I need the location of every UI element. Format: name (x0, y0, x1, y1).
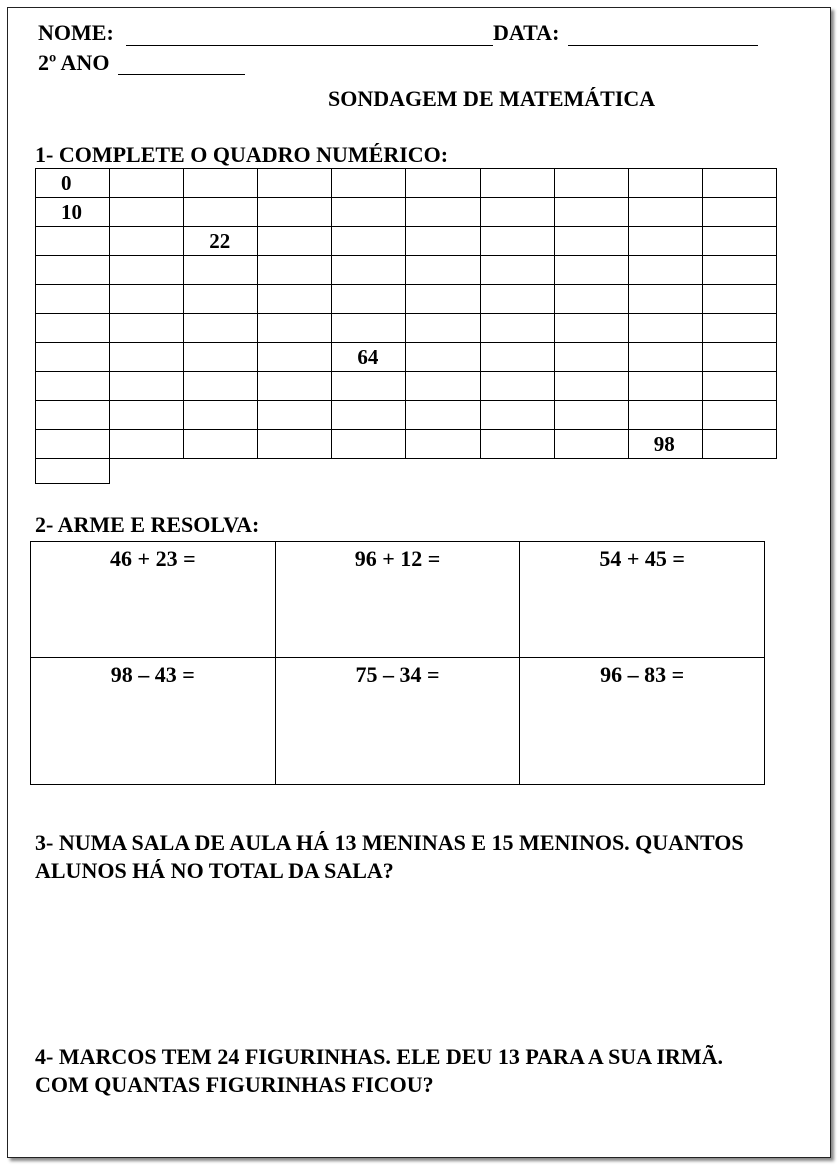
grid-cell[interactable] (554, 285, 628, 314)
grid-cell[interactable] (702, 314, 776, 343)
grid-cell[interactable] (110, 372, 184, 401)
name-label: NOME: (38, 20, 114, 45)
grid-cell[interactable] (406, 343, 480, 372)
date-field[interactable] (568, 45, 758, 46)
grid-cell[interactable] (628, 314, 702, 343)
grid-cell[interactable] (554, 198, 628, 227)
operation-expression: 54 + 45 = (599, 546, 685, 571)
grid-cell[interactable] (36, 314, 110, 343)
operation-expression: 98 – 43 = (110, 662, 195, 687)
grid-cell[interactable] (628, 227, 702, 256)
grid-cell[interactable] (628, 430, 702, 459)
grid-cell[interactable] (406, 169, 480, 198)
grid-cell[interactable] (332, 198, 406, 227)
operation-expression: 96 – 83 = (600, 662, 685, 687)
grid-cell[interactable] (554, 314, 628, 343)
q4-line1: 4- MARCOS TEM 24 FIGURINHAS. ELE DEU 13 PARA A SUA IRMÃ. (35, 1044, 723, 1069)
grid-cell[interactable] (554, 430, 628, 459)
grid-cell[interactable] (332, 314, 406, 343)
grid-cell[interactable] (110, 198, 184, 227)
grid-cell[interactable] (110, 401, 184, 430)
grade-field[interactable] (118, 74, 245, 75)
grid-cell-value: 0 (61, 171, 72, 195)
grid-cell[interactable] (110, 285, 184, 314)
grid-cell[interactable] (332, 227, 406, 256)
grid-cell[interactable] (406, 198, 480, 227)
grid-cell[interactable] (480, 430, 554, 459)
grid-cell[interactable] (702, 256, 776, 285)
grid-cell[interactable] (702, 169, 776, 198)
operations-row (31, 658, 765, 785)
grid-cell[interactable] (702, 372, 776, 401)
grid-cell[interactable] (406, 401, 480, 430)
grid-row (36, 169, 777, 198)
grid-row (36, 343, 777, 372)
grid-cell[interactable] (480, 256, 554, 285)
grid-cell[interactable] (110, 169, 184, 198)
operation-cell[interactable] (31, 658, 276, 785)
grid-cell[interactable] (110, 256, 184, 285)
grid-cell[interactable] (554, 343, 628, 372)
grid-cell[interactable] (184, 198, 258, 227)
grid-row (36, 285, 777, 314)
grid-cell[interactable] (406, 227, 480, 256)
grid-cell[interactable] (702, 430, 776, 459)
grid-cell[interactable] (480, 314, 554, 343)
page-title: SONDAGEM DE MATEMÁTICA (328, 86, 656, 111)
grid-cell[interactable] (628, 372, 702, 401)
grid-cell[interactable] (258, 285, 332, 314)
operation-cell[interactable] (31, 542, 276, 658)
grid-cell[interactable] (628, 169, 702, 198)
grade-label: 2º ANO (38, 50, 110, 75)
grid-cell[interactable] (36, 372, 110, 401)
grid-cell[interactable] (258, 343, 332, 372)
grid-cell[interactable] (480, 227, 554, 256)
grid-cell[interactable] (702, 401, 776, 430)
grid-cell[interactable] (258, 227, 332, 256)
name-field[interactable] (126, 45, 493, 46)
grid-cell[interactable] (184, 227, 258, 256)
operation-expression: 46 + 23 = (110, 546, 196, 571)
grid-row (36, 256, 777, 285)
grid-row (36, 401, 777, 430)
grid-cell[interactable] (332, 401, 406, 430)
q1-label: 1- COMPLETE O QUADRO NUMÉRICO: (35, 142, 449, 167)
grid-cell[interactable] (184, 256, 258, 285)
grid-cell[interactable] (480, 401, 554, 430)
grid-cell[interactable] (480, 285, 554, 314)
grid-cell-value: 10 (61, 200, 82, 224)
grid-cell[interactable] (110, 314, 184, 343)
grid-cell[interactable] (110, 227, 184, 256)
grid-cell[interactable] (628, 343, 702, 372)
grid-cell[interactable] (332, 343, 406, 372)
grid-cell[interactable] (480, 198, 554, 227)
operations-row (31, 542, 765, 658)
grid-cell[interactable] (258, 256, 332, 285)
operation-cell[interactable] (275, 542, 520, 658)
grid-cell[interactable] (184, 169, 258, 198)
date-label: DATA: (493, 20, 560, 45)
grid-cell[interactable] (258, 372, 332, 401)
operations-table (30, 541, 765, 785)
grid-cell[interactable] (406, 430, 480, 459)
grid-cell[interactable] (702, 198, 776, 227)
grid-cell[interactable] (554, 372, 628, 401)
grid-cell[interactable] (702, 285, 776, 314)
q3-line2: ALUNOS HÁ NO TOTAL DA SALA? (35, 858, 394, 883)
grid-cell-value: 64 (357, 345, 379, 369)
grid-cell[interactable] (36, 198, 110, 227)
grid-row (36, 227, 777, 256)
grid-cell-value: 98 (653, 432, 675, 456)
operation-cell[interactable] (275, 658, 520, 785)
grid-cell[interactable] (184, 430, 258, 459)
grid-cell[interactable] (36, 256, 110, 285)
q3-line1: 3- NUMA SALA DE AULA HÁ 13 MENINAS E 15 MENINOS. QUANTOS (35, 830, 744, 855)
grid-cell[interactable] (258, 314, 332, 343)
grid-extra-cell[interactable] (35, 456, 110, 484)
grid-cell[interactable] (406, 372, 480, 401)
grid-cell[interactable] (36, 169, 110, 198)
grid-row (36, 430, 777, 459)
grid-cell[interactable] (554, 401, 628, 430)
grid-cell[interactable] (332, 372, 406, 401)
grid-cell[interactable] (258, 198, 332, 227)
grid-cell[interactable] (110, 343, 184, 372)
number-grid (35, 168, 777, 459)
operation-cell[interactable] (520, 658, 765, 785)
grid-cell[interactable] (406, 256, 480, 285)
grid-cell[interactable] (110, 430, 184, 459)
grid-cell[interactable] (332, 169, 406, 198)
grid-cell[interactable] (258, 401, 332, 430)
grid-cell[interactable] (554, 169, 628, 198)
grid-cell[interactable] (184, 343, 258, 372)
q4-line2: COM QUANTAS FIGURINHAS FICOU? (35, 1072, 434, 1097)
q2-label: 2- ARME E RESOLVA: (35, 512, 260, 537)
grid-cell[interactable] (184, 285, 258, 314)
grid-cell[interactable] (36, 285, 110, 314)
grid-row (36, 314, 777, 343)
grid-cell[interactable] (332, 256, 406, 285)
grid-cell[interactable] (554, 256, 628, 285)
grid-cell[interactable] (258, 430, 332, 459)
operation-cell[interactable] (520, 542, 765, 658)
grid-cell[interactable] (628, 256, 702, 285)
grid-cell[interactable] (628, 285, 702, 314)
grid-cell[interactable] (480, 372, 554, 401)
grid-cell[interactable] (184, 401, 258, 430)
grid-cell[interactable] (332, 430, 406, 459)
grid-row (36, 198, 777, 227)
grid-cell[interactable] (184, 314, 258, 343)
grid-cell[interactable] (36, 227, 110, 256)
grid-cell[interactable] (36, 401, 110, 430)
grid-cell[interactable] (258, 169, 332, 198)
grid-row (36, 372, 777, 401)
operation-expression: 96 + 12 = (354, 546, 441, 571)
grid-cell[interactable] (480, 169, 554, 198)
grid-cell[interactable] (332, 285, 406, 314)
grid-cell[interactable] (184, 372, 258, 401)
grid-cell[interactable] (36, 343, 110, 372)
grid-cell[interactable] (406, 314, 480, 343)
grid-cell[interactable] (702, 227, 776, 256)
grid-cell-value: 22 (209, 229, 231, 253)
grid-cell[interactable] (628, 401, 702, 430)
grid-cell[interactable] (628, 198, 702, 227)
grid-cell[interactable] (554, 227, 628, 256)
grid-cell[interactable] (36, 430, 110, 459)
grid-cell[interactable] (702, 343, 776, 372)
operation-expression: 75 – 34 = (355, 662, 440, 687)
grid-cell[interactable] (406, 285, 480, 314)
grid-cell[interactable] (480, 343, 554, 372)
